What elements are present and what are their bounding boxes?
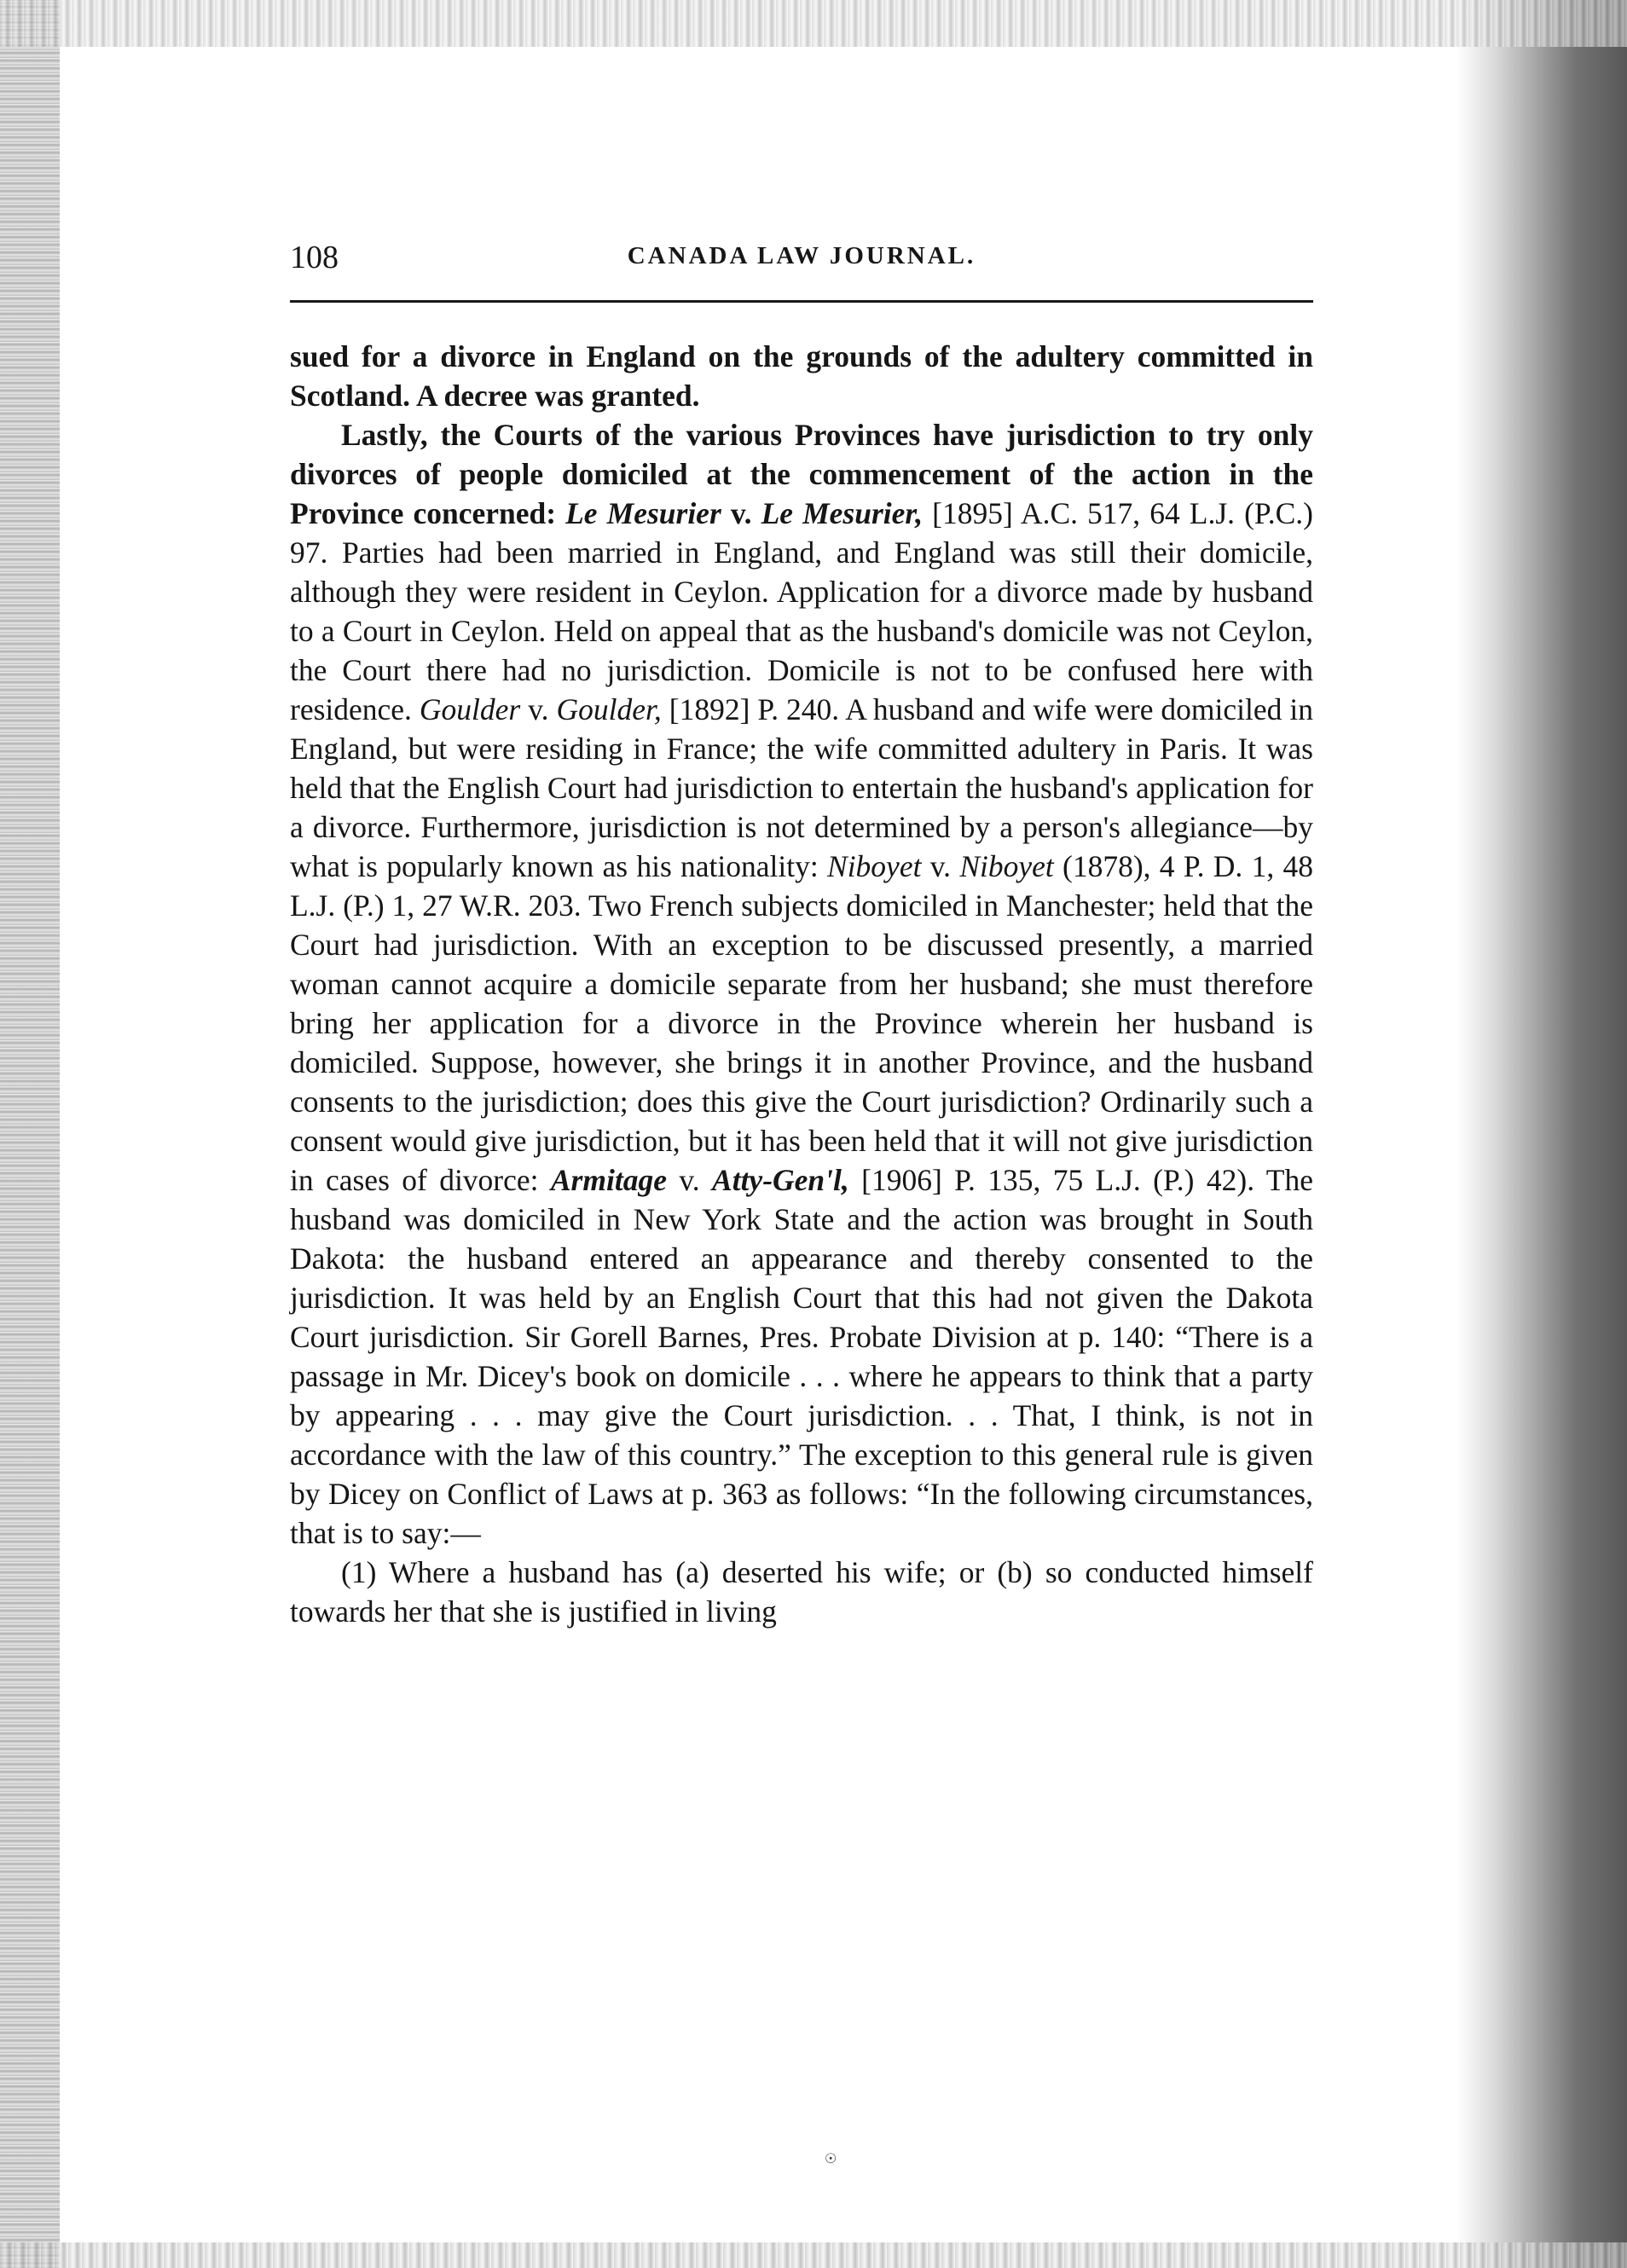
case-name: Goulder (419, 692, 521, 726)
case-name: Le Mesurier (565, 496, 721, 530)
scan-edge-right (1456, 0, 1627, 2268)
paragraph (290, 337, 1313, 415)
text-run: (1) Where a husband has (a) deserted his wife; or (b) so conducted himself towards her that she is justified in living (290, 1555, 1313, 1629)
running-head (290, 239, 1313, 281)
case-name: Niboyet (959, 849, 1054, 883)
scan-edge-bottom (0, 2242, 1627, 2268)
case-name: Atty-Gen'l, (712, 1163, 849, 1197)
page-number: 108 (290, 240, 339, 275)
case-name: Goulder, (556, 692, 662, 726)
article-body (290, 337, 1313, 1631)
text-run: v. (520, 692, 557, 726)
text-run: [1895] A.C. 517, 64 L.J. (P.C.) 97. Parties had been married in England, and England was still their domicile, although they were resident in Ceylon. Application for a divorce made by husband to a Court in Ceylon. Held on appeal that as the husband's domicile was not Ceylon, the Court there had no jurisdiction. Domicile is not to be confused here with residence. (290, 496, 1313, 726)
footer-mark: ☉ (825, 2152, 837, 2167)
scan-edge-top (0, 0, 1627, 47)
journal-title: CANADA LAW JOURNAL. (627, 242, 976, 269)
paragraph (290, 415, 1313, 1553)
text-run: (1878), 4 P. D. 1, 48 L.J. (P.) 1, 27 W.R. 203. Two French subjects domiciled in Manchester; held that the Court had jurisdiction. With an exception to be discussed presently, a married woman cannot acquire a domicile separate from her husband; she must therefore bring her application for a divorce in the Province wherein her husband is domiciled. Suppose, however, she brings it in another Province, and the husband consents to the jurisdiction; does this give the Court jurisdiction? Ordinarily such a consent would give jurisdiction, but it has been held that it will not give jurisdiction in cases of divorce: (290, 849, 1313, 1197)
text-run: Lastly, the Courts of the various Provinces have jurisdiction to try only divorces of people domiciled at the commencement of the action in the Province concerned: (290, 418, 1313, 530)
text-run: [1906] P. 135, 75 L.J. (P.) 42). The husband was domiciled in New York State and the action was brought in South Dakota: the husband entered an appearance and thereby consented to the jurisdiction. It was held by an English Court that this had not given the Dakota Court jurisdiction. Sir Gorell Barnes, Pres. Probate Division at p. 140: “There is a passage in Mr. Dicey's book on domicile . . . where he appears to think that a party by appearing . . . may give the Court jurisdiction. . . That, I think, is not in accordance with the law of this country.” The exception to this general rule is given by Dicey on Conflict of Laws at p. 363 as follows: “In the following circumstances, that is to say:— (290, 1163, 1313, 1550)
header-rule (290, 300, 1313, 303)
text-run: v. (666, 1163, 713, 1197)
case-name: Niboyet (827, 849, 922, 883)
journal-page (290, 239, 1313, 1631)
text-run: [1892] P. 240. A husband and wife were domiciled in England, but were residing in France; the wife committed adultery in Paris. It was held that the English Court had jurisdiction to entertain the husband's application for a divorce. Furthermore, jurisdiction is not determined by a person's allegiance—by what is popularly known as his nationality: (290, 692, 1313, 883)
paragraph (290, 1553, 1313, 1631)
case-name: Armitage (550, 1163, 667, 1197)
text-run: v. (721, 496, 761, 530)
scan-edge-left (0, 0, 60, 2268)
case-name: Le Mesurier, (761, 496, 924, 530)
text-run: v. (921, 849, 960, 883)
text-run: sued for a divorce in England on the grounds of the adultery committed in Scotland. A decree was granted. (290, 339, 1313, 413)
